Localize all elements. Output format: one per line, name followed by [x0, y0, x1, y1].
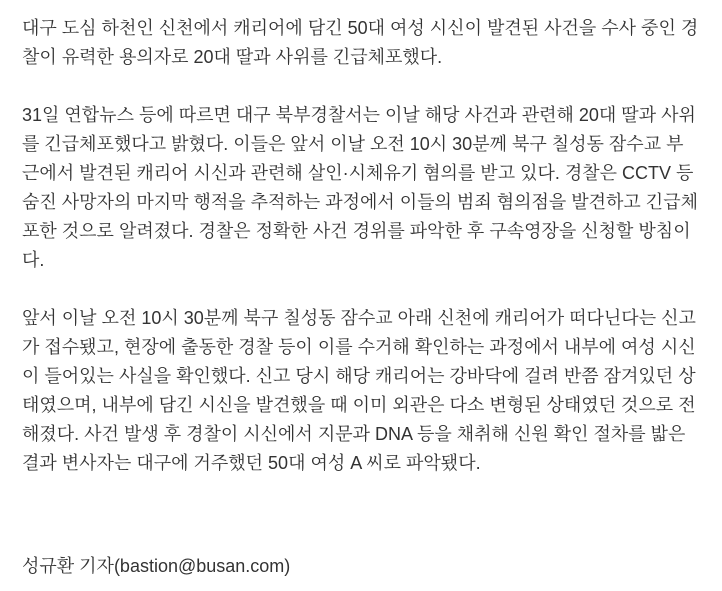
- article-paragraph: 대구 도심 하천인 신천에서 캐리어에 담긴 50대 여성 시신이 발견된 사건을 수사 중인 경찰이 유력한 용의자로 20대 딸과 사위를 긴급체포했다.: [22, 18, 699, 67]
- article-paragraph: 앞서 이날 오전 10시 30분께 북구 칠성동 잠수교 아래 신천에 캐리어가 떠다닌다는 신고가 접수됐고, 현장에 출동한 경찰 등이 이를 수거해 확인하는 과정에서 내부에 여성 시신이 들어있는 사실을 확인했다. 신고 당시 해당 캐리어는 강바닥에 걸려 반쯤 잠겨있던 상태였으며, 내부에 담긴 시신을 발견했을 때 이미 외관은 다소 변형된 상태였던 것으로 전해졌다. 사건 발생 후 경찰이 시신에서 지문과 DNA 등을 채취해 신원 확인 절차를 밟은 결과 변사자는 대구에 거주했던 50대 여성 A 씨로 파악됐다.: [22, 308, 696, 473]
- article-paragraph: 31일 연합뉴스 등에 따르면 대구 북부경찰서는 이날 해당 사건과 관련해 20대 딸과 사위를 긴급체포했다고 밝혔다. 이들은 앞서 이날 오전 10시 30분께 북구 칠성동 잠수교 부근에서 발견된 캐리어 시신과 관련해 살인·시체유기 혐의를 받고 있다. 경찰은 CCTV 등 숨진 사망자의 마지막 행적을 추적하는 과정에서 이들의 범죄 혐의점을 발견하고 긴급체포한 것으로 알려졌다. 경찰은 정확한 사건 경위를 파악한 후 구속영장을 신청할 방침이다.: [22, 105, 698, 270]
- article-byline: 성규환 기자(bastion@busan.com): [22, 556, 291, 576]
